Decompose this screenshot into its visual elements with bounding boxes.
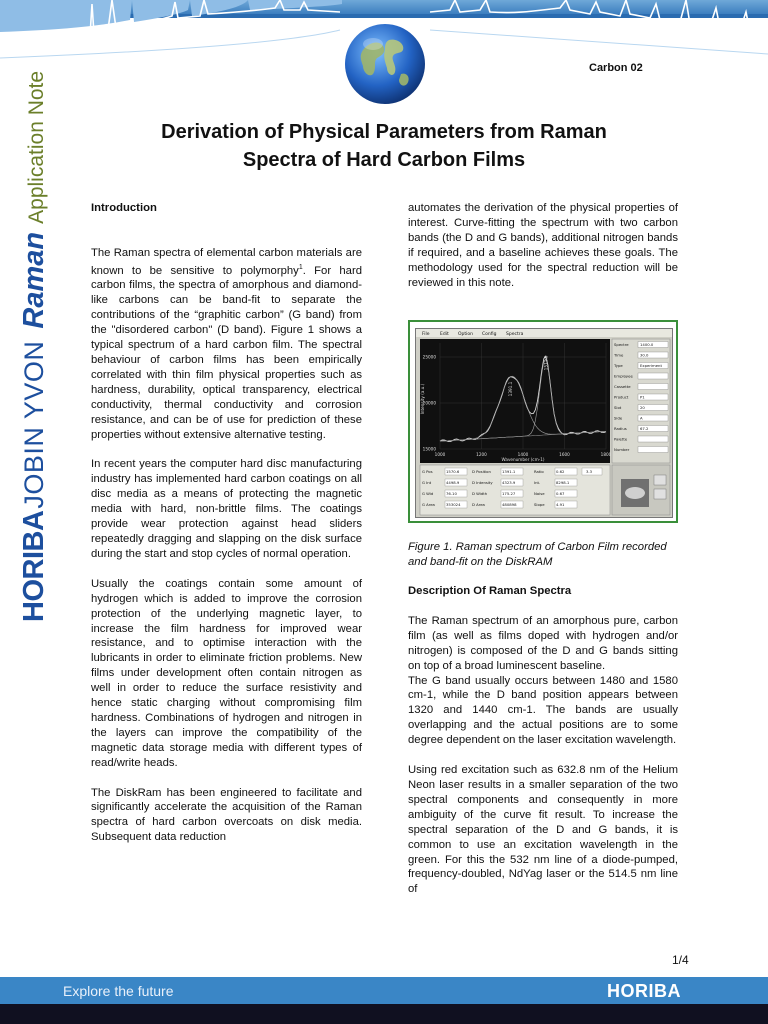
para1-text: The Raman spectra of elemental carbon materials are known to be sensitive to polymorphy [91,246,362,277]
side-panel-label: Spectre [614,342,629,347]
side-panel-label: Product [614,394,629,400]
y-tick-label: 15000 [422,446,436,452]
right-column-bottom [408,584,678,897]
result-cell: Ratio [534,469,544,474]
menu-item-edit: Edit [440,332,449,337]
document-code: Carbon 02 [589,62,643,74]
x-tick-label: 1400 [517,452,529,457]
sample-disk-shape [625,487,645,499]
side-panel-label: Type [614,363,623,368]
side-panel-label: Time [614,352,624,358]
diskram-window-graphic [416,329,672,517]
result-cell: 8298.1 [556,480,570,485]
result-cell: 175.27 [502,491,516,496]
left-column [91,201,362,845]
menu-item-file: File [422,332,430,337]
intro-paragraph-1 [91,246,362,443]
footnote-ref: 1 [298,263,303,271]
side-panel-value: 30.0 [640,352,649,358]
result-cell: 1391.1 [502,469,516,474]
x-tick-label: 1000 [434,452,446,457]
result-cell: G Area [422,502,435,507]
horiba-brand: HORIBA [18,510,50,622]
result-cell: 4.91 [556,502,565,507]
side-panel-value: P1 [640,394,645,400]
application-note-label: Application Note [25,70,48,224]
footer-tagline: Explore the future [63,983,174,999]
side-branding [18,70,50,622]
result-cell: 480898 [502,502,517,507]
side-panel-value: Experiment [640,363,662,368]
menu-item-option: Option [458,332,474,337]
side-panel-label: Slot [614,405,622,410]
result-cell: D Area [472,502,485,507]
menu-item-spectra: Spectra [506,332,524,337]
x-tick-label: 1200 [476,452,487,457]
y-tick-label: 20000 [422,400,436,406]
result-extra-value: 3.3 [586,469,593,474]
result-cell: 0.62 [556,469,565,474]
result-cell: D Position [472,469,491,474]
x-tick-label: 1600 [559,452,570,457]
globe-logo-icon [343,22,427,106]
result-cell: D Width [472,491,488,496]
g-peak-label: 1571.6 [543,355,549,371]
side-panel-value: A [640,415,643,421]
d-peak-label: 1391.1 [508,381,514,397]
title-line-2: Spectra of Hard Carbon Films [242,149,526,171]
side-panel-value: 1400.0 [640,342,654,347]
menu-item-config: Config [482,332,497,337]
y-axis-label: Intensity (a.u.) [420,383,425,415]
x-tick-label: 1800 [600,452,612,457]
result-cell: Noise [534,491,545,496]
title-line-1: Derivation of Physical Parameters from Raman [161,121,607,143]
figure-caption: Figure 1. Raman spectrum of Carbon Film recorded and band-fit on the DiskRAM [408,541,667,568]
page-number: 1/4 [672,953,689,967]
side-panel-value: 67.2 [640,426,649,431]
diskram-screenshot [415,328,673,518]
jobin-yvon-brand: JOBIN YVON [19,340,49,509]
result-cell: 4498.9 [446,480,460,485]
result-cell: G Wid [422,491,434,496]
footer [0,977,768,1024]
side-panel-label: Side [614,415,623,421]
side-panel-field[interactable] [638,384,668,390]
side-panel-field[interactable] [638,447,668,453]
side-panel-label: Radius [614,426,627,431]
footer-horiba-logo: HORIBA [607,981,681,1001]
plot-area [420,339,610,463]
right-paragraph-2: The Raman spectrum of an amorphous pure, carbon film (as well as films doped with hydrogen and/or nitrogen) is composed of the D and G bands sitting on top of a broad luminescent baseline. [408,614,678,672]
intro-heading: Introduction [91,202,157,214]
right-paragraph-1: automates the derivation of the physical properties of interest. Curve-fitting the spectrum with two carbon bands (the D and G bands), additional nitrogen bands if required, and a baseline achieves these goals. The methodology used for the spectral reduction will be reviewed in this note. [408,202,678,289]
result-cell: G Pos [422,469,433,474]
section-heading-raman-spectra: Description Of Raman Spectra [408,585,572,597]
side-panel-label: Palette [614,436,628,442]
figure-1-frame [408,320,678,523]
page-title [90,118,678,174]
right-column-top [408,201,678,290]
right-paragraph-4: Using red excitation such as 632.8 nm of the Helium Neon laser results in a smaller separation of the two spectral components and consequently in more ambiguity of the curve fit result. To increase the spectral separation of the D and G bands, it is common to use an excitation wavelength in the green. For this the 532 nm line of a diode-pumped, frequency-doubled, NdYag laser or the 514.5 nm line of [408,764,678,896]
right-paragraph-3: The G band usually occurs between 1480 and 1580 cm-1, while the D band position appears between 1320 and 1440 cm-1. The bands are usually overlapping and the actual positions are to some degree dependent on the laser excitation wavelength. [408,674,678,747]
result-cell: 4323.9 [502,480,516,485]
raman-brand: Raman [18,231,50,329]
result-cell: D Intensity [472,480,493,485]
x-axis-label: Wavenumber (cm-1) [501,457,545,462]
side-panel-label: Cassette [614,384,631,389]
y-tick-label: 25000 [422,354,436,360]
panel-button-2 [654,489,666,499]
intro-paragraph-3: Usually the coatings contain some amount of hydrogen which is added to improve the corrosion protection of the underlying magnetic layer, to increase the film hardness for improved wear resistance, and to optimise interaction with the lubricants in order to eliminate friction problems. New films under development often contain nitrogen as well in order to reduce the surface resistivity and hence static charging without compromising film hardness. Combinations of hydrogen and nitrogen in the layers can improve the compatibility of the magnetic data storage media with different types of read/write heads. [91,577,362,769]
side-panel-field[interactable] [638,373,668,379]
side-panel-label: Employee [614,373,633,379]
para1-text-rest: . For hard carbon films, the spectra of amorphous and diamond-like carbons can be band-fit to separate the contributions of the “graphitic carbon” (G band) from the "disordered carbon" (D band). Figure 1 shows a typical spectrum of a hard carbon film. The spectral behaviour of carbon films has been empirically correlated with thin film physical properties such as hardness, durability, optical transparency, electrical conductivity, thermal conductivity and corrosion resistance, and can be of use for prediction of these properties without extensive alternative testing. [91,264,362,441]
result-cell: 353024 [446,502,461,507]
intro-paragraph-4: The DiskRam has been engineered to facilitate and significantly accelerate the acquisition of the Raman spectra of hard carbon overcoats on disk media. Subsequent data reduction [91,786,362,844]
result-cell: 1570.6 [446,469,460,474]
result-cell: Slope [534,502,545,507]
footer-dark-strip [0,1004,768,1024]
result-cell: 76.10 [446,491,457,496]
intro-paragraph-2: In recent years the computer hard disc manufacturing industry has implemented hard carbon coatings on all disc media as a means of protecting the magnetic media with hard, non-brittle films. The coatings provide wear protection against head sliders repeatedly dragging and slapping on the disk surface during the start and stop cycles of normal operation. [91,458,362,560]
side-panel-value: 20 [640,405,645,410]
side-panel-label: Number [614,447,630,452]
result-cell: 0.67 [556,491,565,496]
result-cell: G Int [422,480,432,485]
side-panel-field[interactable] [638,436,668,442]
result-cell: Int. [534,480,541,485]
panel-button-1 [654,475,666,485]
